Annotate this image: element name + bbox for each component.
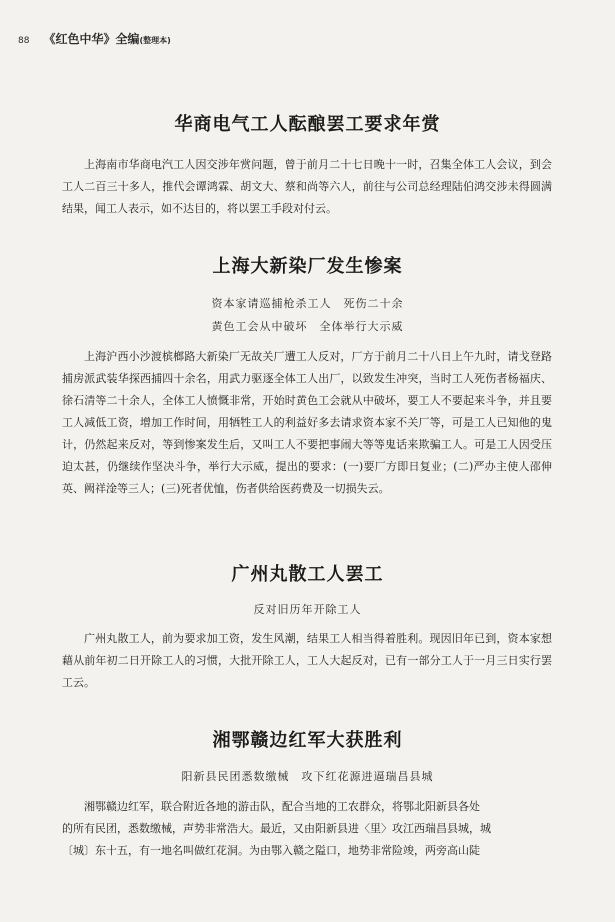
article-body: 上海沪西小沙渡槟榔路大新染厂无故关厂遭工人反对，厂方于前月二十八日上午九时，请戈登路捕房派武装华探西捕四十余名，用武力驱逐全体工人出厂，以致发生冲突，当时工人死伤者杨福庆、徐石清等二十余人，全体工人愤慨非常，开始时黄色工会就从中破坏，要工人不要起来斗争，并且要工人减低工资，增加工作时间，用牺牲工人的利益好多去请求资本家不关厂等，可是工人已知他的鬼计，仍然起来反对，等到惨案发生后，又叫工人不要把事闹大等等鬼话来欺骗工人。可是工人因受压迫太甚，仍继续作坚决斗争，举行大示威，提出的要求：(一)要厂方即日复业；(二)严办主使人邵伸英、阙祥淦等三人；(三)死者优恤，伤者供给医药费及一切损失云。 bbox=[62, 350, 552, 495]
article-subhead: 阳新县民团悉数缴械 攻下红花源进逼瑞昌县城 bbox=[181, 770, 434, 783]
article-title: 上海大新染厂发生惨案 bbox=[212, 256, 403, 277]
article-subhead: 黄色工会从中破坏 全体举行大示威 bbox=[211, 320, 404, 333]
article-body: 广州丸散工人，前为要求加工资，发生风潮，结果工人相当得着胜利。现因旧年已到，资本家想藉从前年初二日开除工人的习惯，大批开除工人，工人大起反对，已有一部分工人于一月三日实行罢工云。 bbox=[62, 632, 552, 689]
article-body-line: 〔城〕东十五，有一地名叫做红花洞。为由鄂入赣之隘口，地势非常险竣，两旁高山陡 bbox=[62, 844, 480, 857]
article-title: 华商电气工人酝酿罢工要求年赏 bbox=[174, 114, 441, 135]
article-subhead: 资本家请巡捕枪杀工人 死伤二十余 bbox=[211, 297, 404, 310]
article-body: 上海南市华商电汽工人因交涉年赏问题，曾于前月二十七日晚十一时，召集全体工人会议，到会工人二百三十多人，推代会谭鸿霖、胡文大、蔡和尚等六人，前往与公司总经理陆伯鸿交涉未得圆满结果，闻工人表示，如不达目的，将以罢工手段对付云。 bbox=[62, 158, 552, 215]
article-title: 广州丸散工人罢工 bbox=[231, 564, 384, 585]
book-title: 《红色中华》全编 bbox=[43, 32, 140, 46]
page-number: 88 bbox=[18, 36, 30, 46]
article-subhead: 反对旧历年开除工人 bbox=[253, 603, 362, 616]
article-body-line: 的所有民团，悉数缴械，声势非常浩大。最近，又由阳新县进〈里〉攻江西瑞昌县城，城 bbox=[62, 822, 491, 835]
article-title: 湘鄂赣边红军大获胜利 bbox=[212, 730, 403, 751]
article-body-line: 湘鄂赣边红军，联合附近各地的游击队，配合当地的工农群众，将鄂北阳新县各处 bbox=[84, 800, 480, 813]
running-head bbox=[18, 30, 171, 47]
book-title-subtitle: (整理本) bbox=[139, 36, 171, 45]
